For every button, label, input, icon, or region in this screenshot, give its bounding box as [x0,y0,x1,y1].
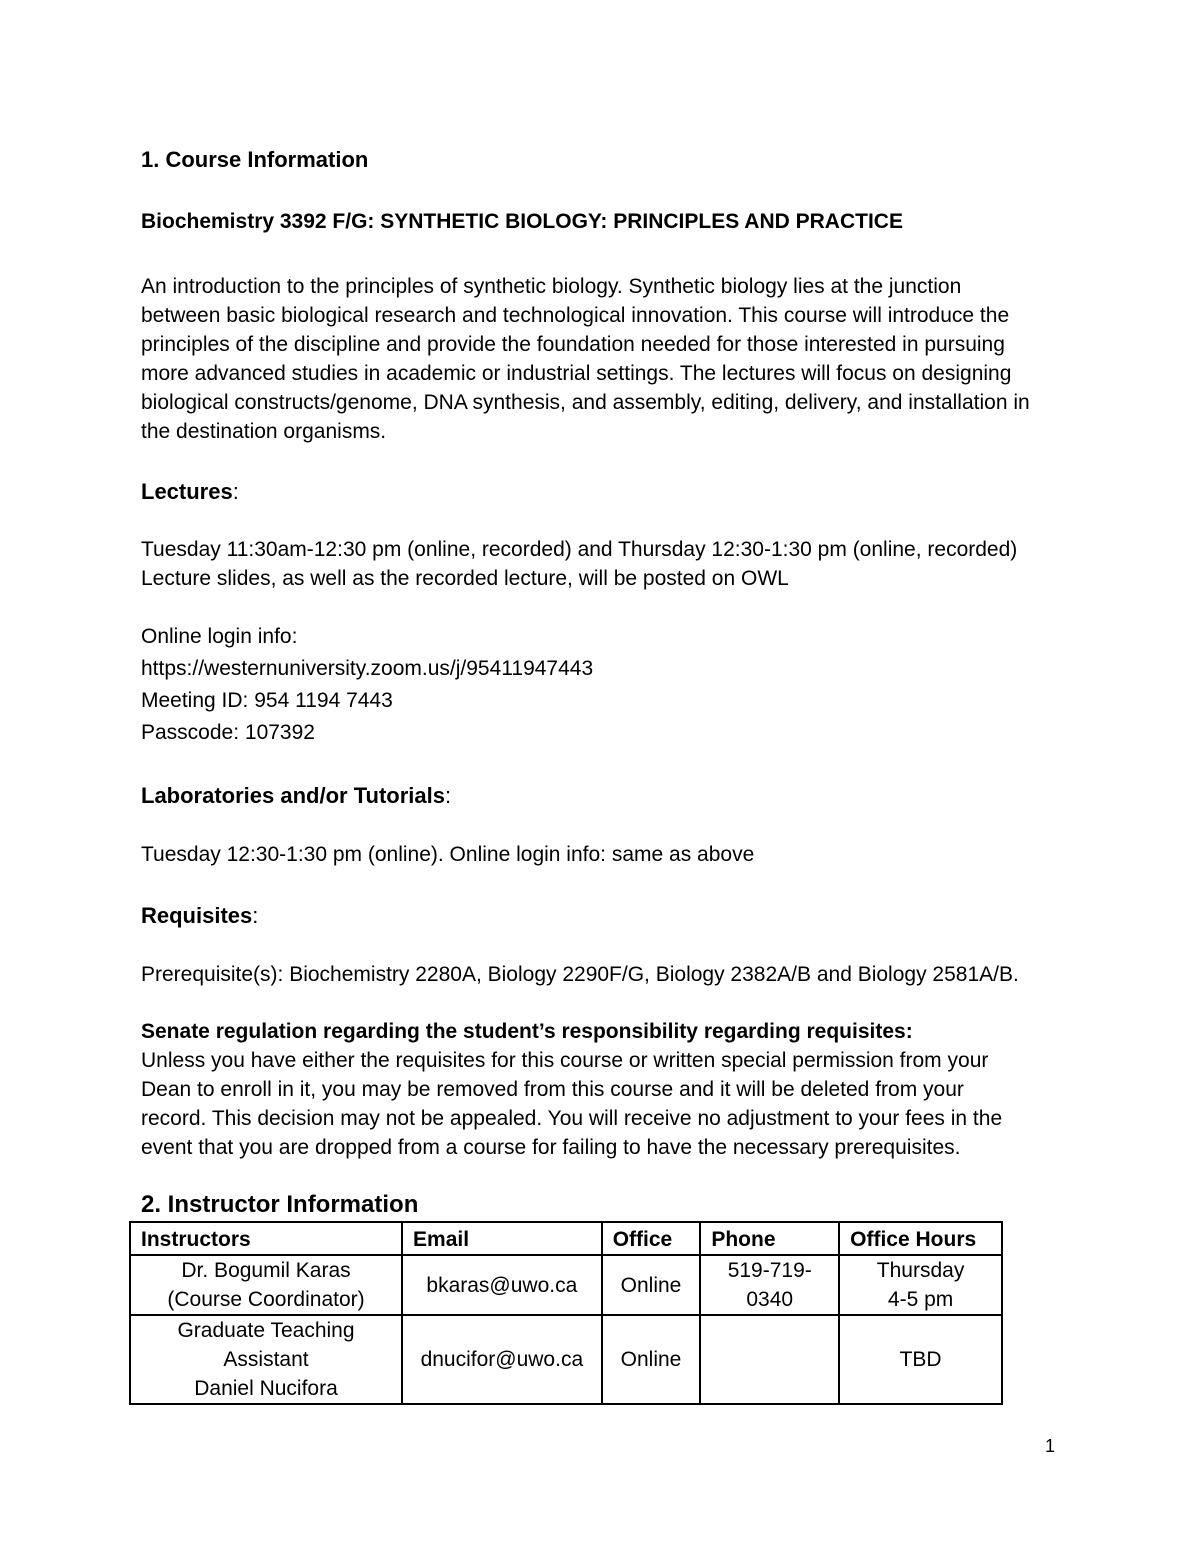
column-header: Instructors [130,1222,402,1255]
phone-cell [700,1315,839,1404]
lecture-schedule: Tuesday 11:30am-12:30 pm (online, recorded) and Thursday 12:30-1:30 pm (online, recorded) [141,538,1018,561]
phone-line: 519-719- [727,1259,812,1282]
lectures-heading-text: Lectures [141,479,233,504]
lecture-note: Lecture slides, as well as the recorded lecture, will be posted on OWL [141,567,789,590]
course-title: Biochemistry 3392 F/G: SYNTHETIC BIOLOGY: PRINCIPLES AND PRACTICE [141,210,903,233]
description-line: biological constructs/genome, DNA synthesis, and assembly, editing, delivery, and installation in [141,391,1030,414]
instructor-cell [130,1255,402,1315]
email-link[interactable]: dnucifor@uwo.ca [420,1348,584,1371]
senate-regulation [141,1017,1071,1162]
phone-cell [700,1255,839,1315]
column-header: Office Hours [839,1222,1002,1255]
office-hours-line: Thursday [876,1259,965,1282]
description-line: between basic biological research and technological innovation. This course will introduce the [141,304,1010,327]
instructor-cell [130,1315,402,1404]
requisites-heading-text: Requisites [141,903,253,928]
instructor-name: Daniel Nucifora [194,1377,338,1400]
requisites-heading [141,901,1071,930]
senate-line: Unless you have either the requisites for this course or written special permission from your [141,1049,989,1072]
lectures-heading [141,477,1071,506]
lecture-login [141,622,1071,747]
instructor-role: (Course Coordinator) [167,1288,365,1311]
column-header: Email [402,1222,602,1255]
table-header-row [130,1222,1002,1255]
description-line: the destination organisms. [141,420,387,443]
prerequisites: Prerequisite(s): Biochemistry 2280A, Biology 2290F/G, Biology 2382A/B and Biology 2581A/B. [141,963,1019,986]
office-hours-cell: TBD [839,1315,1002,1404]
email-cell [402,1255,602,1315]
senate-line: event that you are dropped from a course for failing to have the necessary prerequisites. [141,1136,961,1159]
labs-heading-text: Laboratories and/or Tutorials [141,783,445,808]
office-hours-line: 4-5 pm [887,1288,954,1311]
senate-line: Dean to enroll in it, you may be removed from this course and it will be deleted from your [141,1078,964,1101]
office-cell: Online [602,1315,701,1404]
lectures-heading-colon: : [232,479,239,504]
office-cell: Online [602,1255,701,1315]
description-line: An introduction to the principles of synthetic biology. Synthetic biology lies at the junction [141,275,962,298]
column-header: Phone [700,1222,839,1255]
page-number: 1 [1045,1436,1056,1456]
description-line: more advanced studies in academic or industrial settings. The lectures will focus on designing [141,362,1012,385]
meeting-id: Meeting ID: 954 1194 7443 [141,689,393,712]
phone-line: 0340 [746,1288,794,1311]
requisites-heading-colon: : [252,903,259,928]
passcode: Passcode: 107392 [141,721,315,744]
labs-schedule: Tuesday 12:30-1:30 pm (online). Online login info: same as above [141,843,755,866]
column-header: Office [602,1222,701,1255]
instructor-table [129,1221,1003,1405]
table-row [130,1255,1002,1315]
email-cell [402,1315,602,1404]
email-link[interactable]: bkaras@uwo.ca [426,1273,578,1297]
senate-line: record. This decision may not be appealed. You will receive no adjustment to your fees in the [141,1107,1003,1130]
instructor-name: Dr. Bogumil Karas [181,1259,351,1282]
description-line: principles of the discipline and provide the foundation needed for those interested in pursuing [141,333,1005,356]
lecture-info [141,535,1071,593]
labs-heading-colon: : [444,783,452,808]
labs-heading [141,781,1071,810]
login-url-link[interactable]: https://westernuniversity.zoom.us/j/95411947443 [141,657,594,680]
table-row [130,1315,1002,1404]
section-heading-instructor-information: 2. Instructor Information [141,1191,419,1218]
course-description [141,272,1071,446]
instructor-role: Graduate Teaching [177,1319,355,1342]
login-label: Online login info: [141,625,298,648]
office-hours-cell [839,1255,1002,1315]
senate-heading: Senate regulation regarding the student’s responsibility regarding requisites: [141,1020,913,1043]
section-heading-course-information: 1. Course Information [141,147,369,172]
instructor-role: Assistant [223,1348,309,1371]
